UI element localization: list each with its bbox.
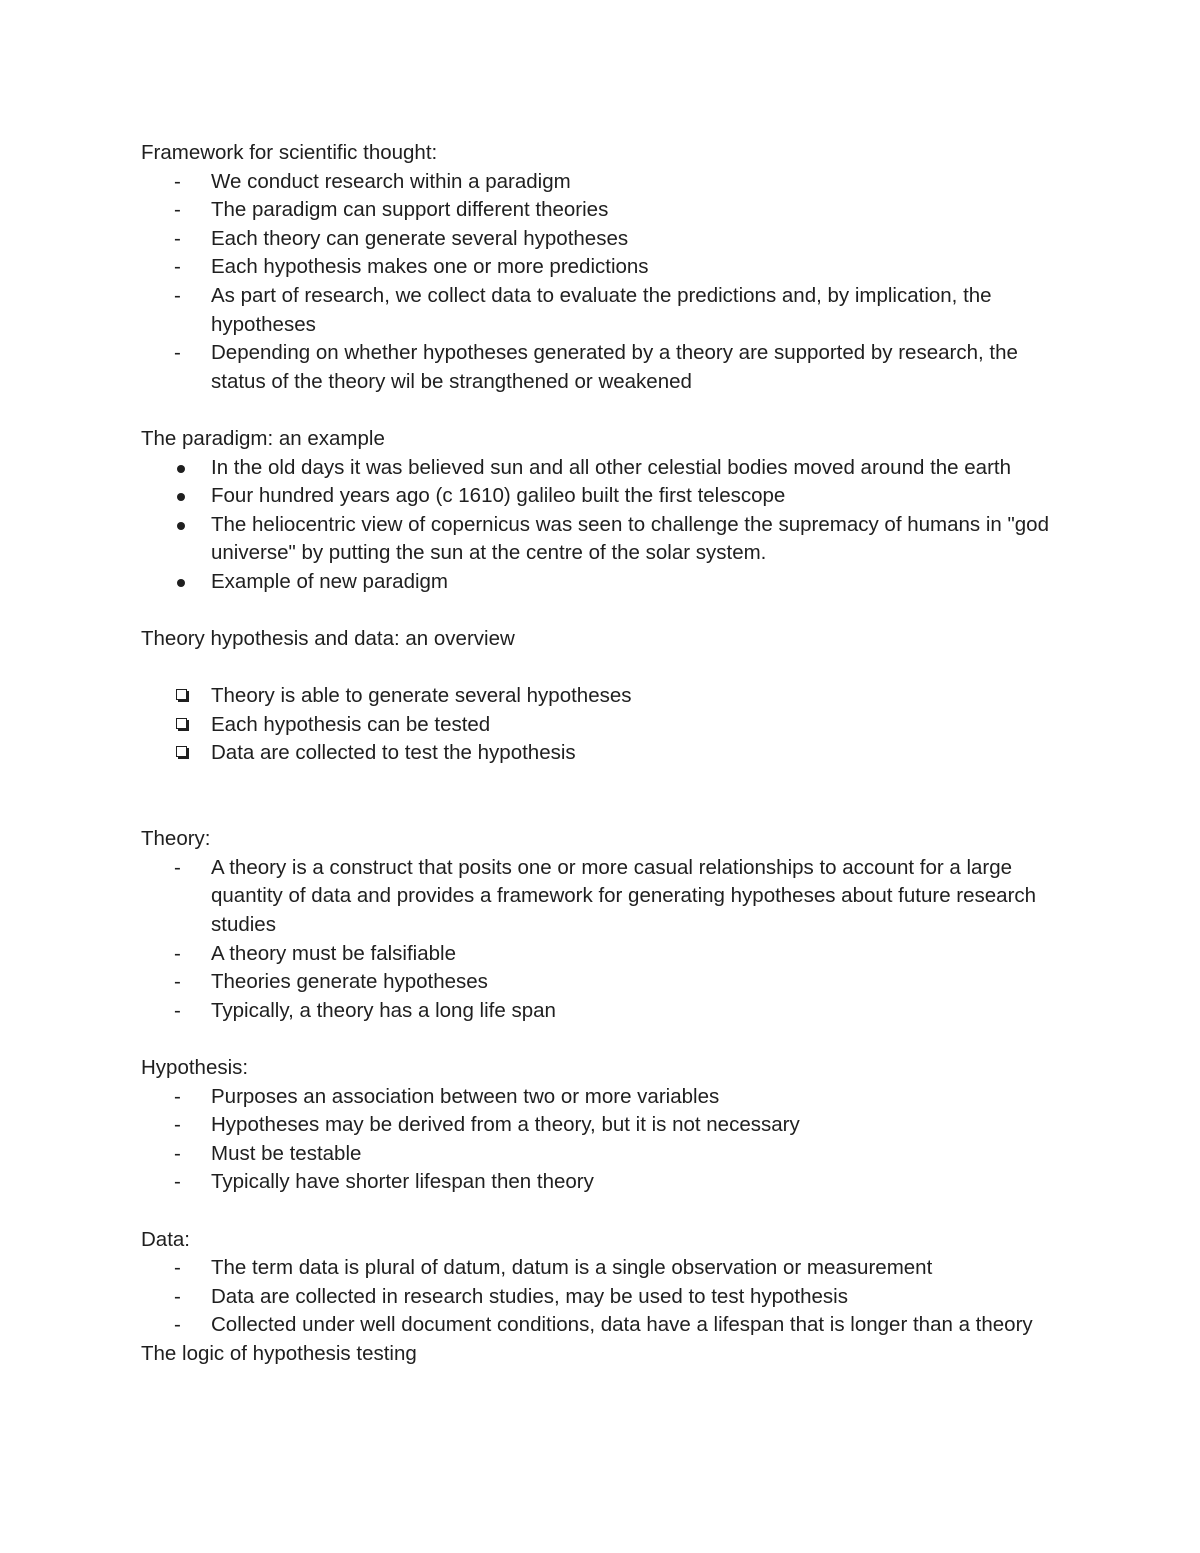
list-item: [141, 482, 1071, 511]
list-item: [141, 253, 1071, 282]
spacer: [141, 597, 1071, 626]
list-item-text: A theory is a construct that posits one or more casual relationships to account for a large quantity of data and provides a framework for generating hypotheses about future research studies: [211, 855, 1037, 937]
dash-bullet-icon: [174, 253, 194, 282]
list-item-text: Collected under well document conditions, data have a lifespan that is longer than a theory: [211, 1313, 1033, 1337]
list-item-text: Example of new paradigm: [211, 569, 449, 593]
section-heading-hypothesis: Hypothesis:: [141, 1056, 249, 1079]
list-item: [141, 168, 1071, 197]
theory-list: [141, 854, 1071, 1026]
list-item: [141, 568, 1071, 597]
dash-bullet-icon: [174, 940, 194, 969]
list-item: [141, 282, 1071, 339]
dash-bullet-icon: [174, 854, 194, 883]
list-item: [141, 682, 1071, 711]
dash-bullet-icon: [174, 282, 194, 311]
paradigm-list: [141, 454, 1071, 597]
hypothesis-list: [141, 1083, 1071, 1197]
list-item: [141, 1111, 1071, 1140]
list-item: [141, 968, 1071, 997]
list-item-text: Each theory can generate several hypotheses: [211, 226, 629, 250]
list-item: [141, 1254, 1071, 1283]
list-item-text: A theory must be falsifiable: [211, 941, 456, 965]
spacer: [141, 1197, 1071, 1226]
list-item-text: The heliocentric view of copernicus was seen to challenge the supremacy of humans in "god universe" by putting the sun at the centre of the solar system.: [211, 512, 1049, 565]
list-item-text: Purposes an association between two or more variables: [211, 1084, 720, 1108]
list-item: [141, 225, 1071, 254]
list-item-text: Depending on whether hypotheses generated by a theory are supported by research, the status of the theory wil be strangthened or weakened: [211, 341, 1018, 393]
overview-list: [141, 682, 1071, 768]
list-item-text: As part of research, we collect data to evaluate the predictions and, by implication, the hypotheses: [211, 283, 992, 336]
dash-bullet-icon: [174, 1283, 194, 1312]
list-item: [141, 339, 1071, 396]
document-page: [141, 139, 1071, 1369]
list-item-text: In the old days it was believed sun and all other celestial bodies moved around the earth: [211, 455, 1012, 479]
list-item-text: Each hypothesis makes one or more predictions: [211, 255, 649, 279]
list-item: [141, 940, 1071, 969]
dash-bullet-icon: [174, 225, 194, 254]
list-item: [141, 454, 1071, 483]
list-item-text: Four hundred years ago (c 1610) galileo built the first telescope: [211, 484, 786, 508]
framework-list: [141, 168, 1071, 397]
dash-bullet-icon: [174, 196, 194, 225]
dash-bullet-icon: [174, 968, 194, 997]
list-item: [141, 196, 1071, 225]
list-item-text: Data are collected to test the hypothesis: [211, 741, 576, 765]
dash-bullet-icon: [174, 168, 194, 197]
list-item-text: Data are collected in research studies, may be used to test hypothesis: [211, 1284, 848, 1308]
dash-bullet-icon: [174, 1140, 194, 1169]
section-heading-theory: Theory:: [141, 827, 211, 851]
list-item: [141, 711, 1071, 740]
dash-bullet-icon: [174, 997, 194, 1026]
list-item: [141, 739, 1071, 768]
list-item: [141, 854, 1071, 940]
list-item-text: The paradigm can support different theories: [211, 198, 609, 222]
list-item-text: Theories generate hypotheses: [211, 970, 488, 994]
spacer: [141, 1025, 1071, 1054]
list-item: [141, 511, 1071, 568]
list-item-text: Each hypothesis can be tested: [211, 712, 491, 736]
dash-bullet-icon: [174, 1168, 194, 1197]
dash-bullet-icon: [174, 1083, 194, 1112]
list-item-text: We conduct research within a paradigm: [211, 169, 571, 193]
list-item: [141, 1083, 1071, 1112]
list-item: [141, 997, 1071, 1026]
list-item-text: Typically, a theory has a long life span: [211, 998, 556, 1022]
list-item-text: The term data is plural of datum, datum is a single observation or measurement: [211, 1256, 933, 1280]
section-heading-overview: Theory hypothesis and data: an overview: [141, 627, 515, 651]
list-item-text: Hypotheses may be derived from a theory, but it is not necessary: [211, 1113, 800, 1137]
dash-bullet-icon: [174, 1254, 194, 1283]
list-item-text: Typically have shorter lifespan then theory: [211, 1170, 594, 1194]
spacer: [141, 396, 1071, 425]
spacer: [141, 768, 1071, 825]
list-item: [141, 1140, 1071, 1169]
section-heading-logic: The logic of hypothesis testing: [141, 1341, 417, 1365]
spacer: [141, 654, 1071, 683]
list-item: [141, 1311, 1071, 1340]
list-item: [141, 1283, 1071, 1312]
data-list: [141, 1254, 1071, 1340]
list-item: [141, 1168, 1071, 1197]
dash-bullet-icon: [174, 1311, 194, 1340]
list-item-text: Theory is able to generate several hypotheses: [211, 684, 632, 708]
dash-bullet-icon: [174, 339, 194, 368]
section-heading-data: Data:: [141, 1227, 190, 1251]
section-heading-paradigm: The paradigm: an example: [141, 426, 385, 450]
dash-bullet-icon: [174, 1111, 194, 1140]
section-heading-framework: Framework for scientific thought:: [141, 141, 438, 164]
list-item-text: Must be testable: [211, 1141, 362, 1165]
